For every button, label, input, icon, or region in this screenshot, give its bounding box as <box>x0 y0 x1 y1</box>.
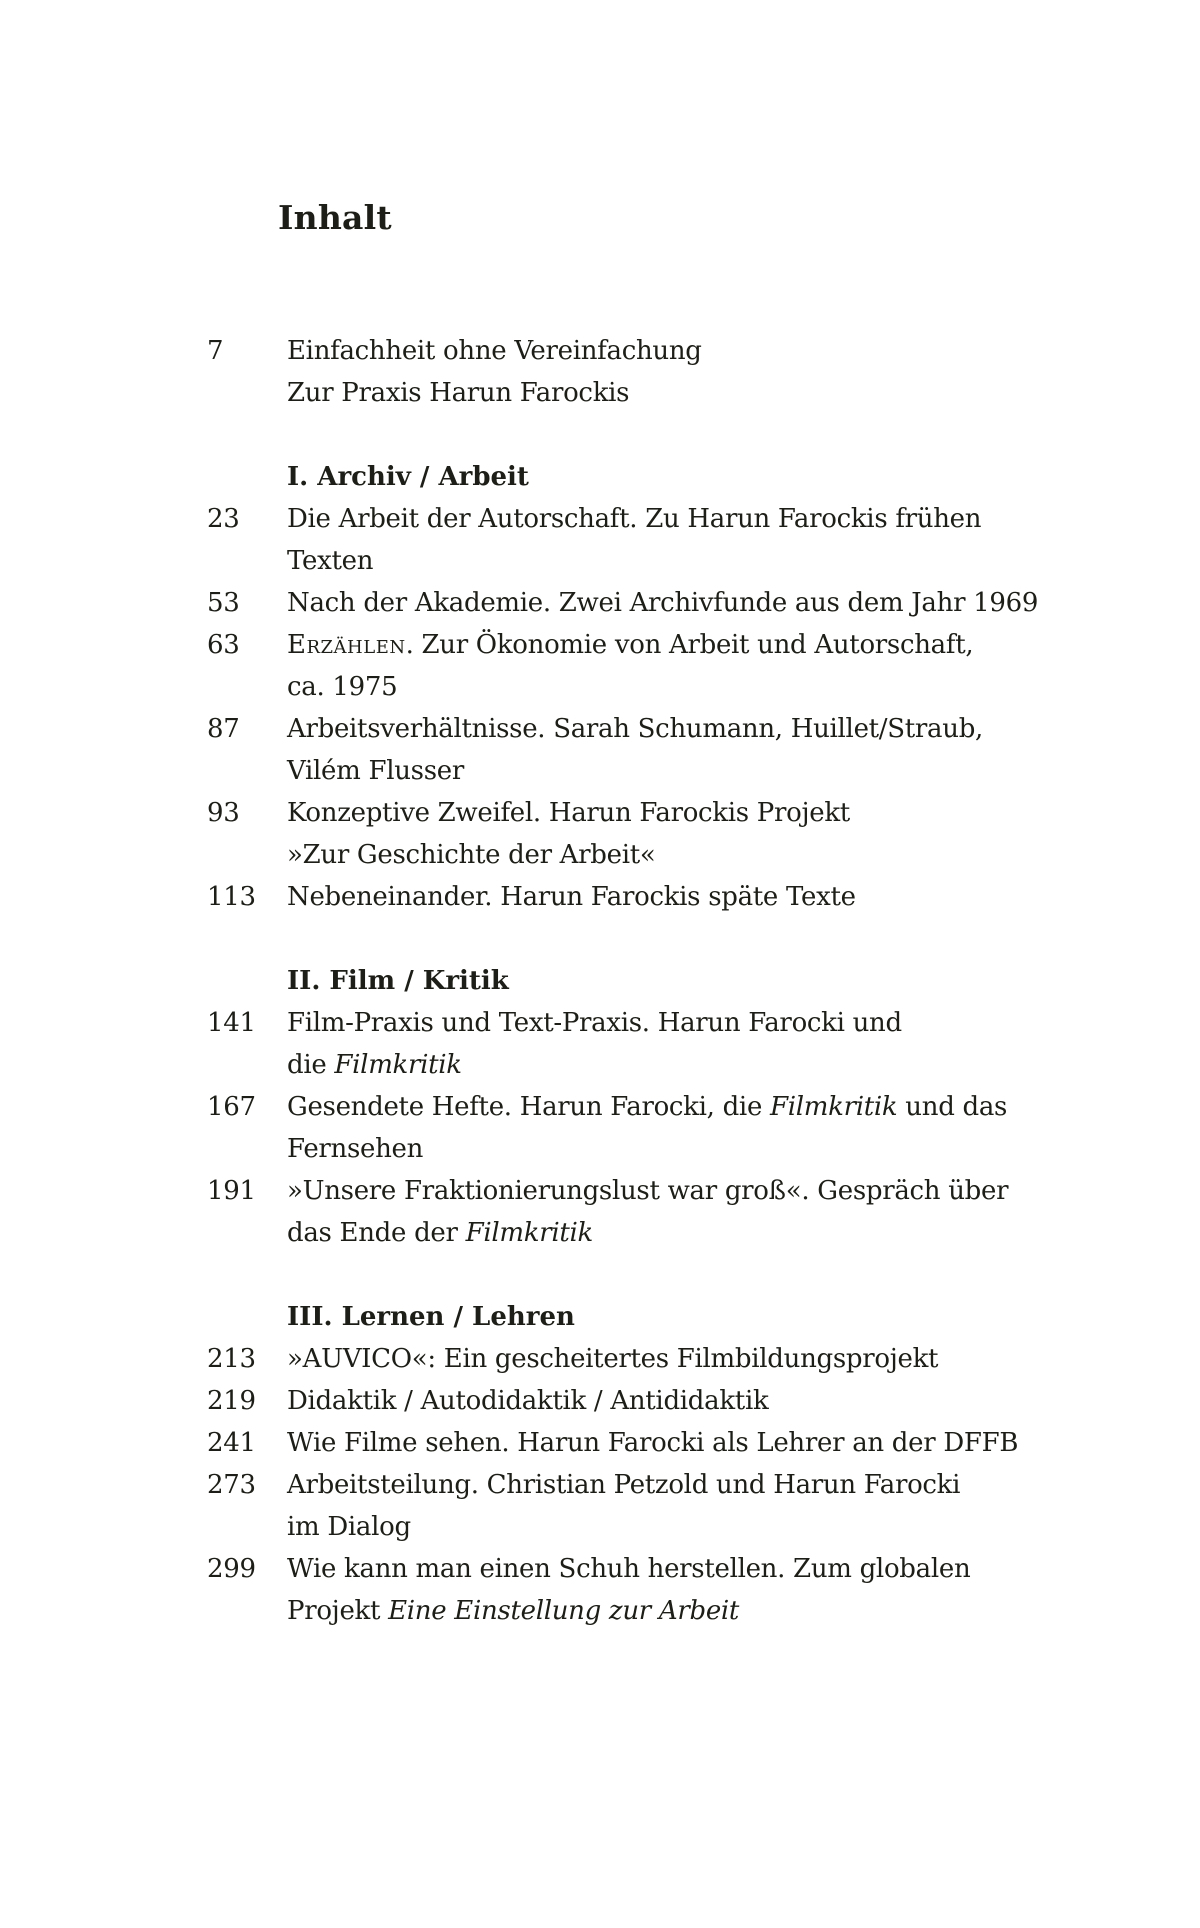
entry-title-line <box>287 1548 1107 1590</box>
text-segment: Arbeitsteilung. Christian Petzold und Harun Farocki <box>287 1470 961 1500</box>
entry-title <box>287 708 1107 792</box>
page-number: 7 <box>207 336 224 366</box>
page-number: 93 <box>207 798 240 828</box>
entry-title <box>287 624 1107 708</box>
section-heading: I. Archiv / Arbeit <box>287 462 529 492</box>
entry-title-line <box>287 666 1107 708</box>
entry-title-line <box>287 1128 1107 1170</box>
entry-title-line <box>287 624 1107 666</box>
entry-title-line <box>287 1212 1107 1254</box>
text-segment: Gesendete Hefte. Harun Farocki, die <box>287 1092 770 1122</box>
text-segment: Wie Filme sehen. Harun Farocki als Lehrer an der DFFB <box>287 1428 1019 1458</box>
entry-title-line <box>287 1380 1107 1422</box>
text-segment: Didaktik / Autodidaktik / Antididaktik <box>287 1386 769 1416</box>
table-of-contents <box>207 330 1107 1632</box>
text-segment: »Unsere Fraktionierungslust war groß«. Gespräch über <box>287 1176 1009 1206</box>
italic-text: Filmkritik <box>465 1218 593 1248</box>
page-number: 167 <box>207 1092 256 1122</box>
entry-title-line <box>287 750 1107 792</box>
text-segment: Arbeitsverhältnisse. Sarah Schumann, Huillet/Straub, <box>287 714 984 744</box>
toc-entry <box>207 624 1107 708</box>
entry-title-line <box>287 1464 1107 1506</box>
entry-title <box>287 876 1107 918</box>
toc-section <box>207 456 1107 918</box>
entry-title <box>287 1422 1107 1464</box>
entry-title <box>287 1002 1107 1086</box>
entry-title-line <box>287 1338 1107 1380</box>
entry-title <box>287 792 1107 876</box>
text-segment: Einfachheit ohne Vereinfachung <box>287 336 702 366</box>
text-segment: das Ende der <box>287 1218 466 1248</box>
entry-title-line <box>287 1590 1107 1632</box>
toc-entry <box>207 1002 1107 1086</box>
section-spacer <box>207 1254 1107 1296</box>
text-segment: Zur Praxis Harun Farockis <box>287 378 630 408</box>
text-segment: Die Arbeit der Autorschaft. Zu Harun Farockis frühen <box>287 504 982 534</box>
page-number: 113 <box>207 882 256 912</box>
entry-title <box>287 1086 1107 1170</box>
section-spacer <box>207 414 1107 456</box>
entry-title <box>287 1464 1107 1548</box>
text-segment: die <box>287 1050 335 1080</box>
toc-entry-intro <box>207 330 1107 414</box>
entry-title-line <box>287 1506 1107 1548</box>
entry-title <box>287 1380 1107 1422</box>
page-number: 53 <box>207 588 240 618</box>
toc-entry <box>207 792 1107 876</box>
text-segment: Texten <box>287 546 374 576</box>
entry-title-line <box>287 834 1107 876</box>
entry-title-line <box>287 330 1107 372</box>
text-segment: Vilém Flusser <box>287 756 464 786</box>
toc-entry <box>207 876 1107 918</box>
text-segment: Wie kann man einen Schuh herstellen. Zum globalen <box>287 1554 971 1584</box>
text-segment: »AUVICO«: Ein gescheitertes Filmbildungsprojekt <box>287 1344 939 1374</box>
text-segment: . Zur Ökonomie von Arbeit und Autorschaft, <box>405 630 974 660</box>
entry-title-line <box>287 498 1107 540</box>
entry-title-line <box>287 1002 1107 1044</box>
page-number: 23 <box>207 504 240 534</box>
toc-entry <box>207 582 1107 624</box>
entry-title <box>287 1170 1107 1254</box>
text-segment: Projekt <box>287 1596 389 1626</box>
italic-text: Filmkritik <box>334 1050 462 1080</box>
page-number: 219 <box>207 1386 256 1416</box>
text-segment: Konzeptive Zweifel. Harun Farockis Projekt <box>287 798 850 828</box>
text-segment: Nebeneinander. Harun Farockis späte Texte <box>287 882 856 912</box>
entry-title-line <box>287 708 1107 750</box>
entry-title <box>287 1548 1107 1632</box>
toc-section <box>207 1296 1107 1632</box>
section-heading: III. Lernen / Lehren <box>287 1302 575 1332</box>
toc-entry <box>207 1548 1107 1632</box>
page-title: Inhalt <box>278 198 392 237</box>
toc-entry <box>207 1170 1107 1254</box>
toc-entry <box>207 1422 1107 1464</box>
entry-title-line <box>287 582 1107 624</box>
page-number: 87 <box>207 714 240 744</box>
entry-title <box>287 498 1107 582</box>
page-number: 141 <box>207 1008 256 1038</box>
toc-entry <box>207 1464 1107 1548</box>
page-number: 241 <box>207 1428 256 1458</box>
entry-title-line <box>287 1422 1107 1464</box>
entry-title <box>287 582 1107 624</box>
entry-title-line <box>287 1170 1107 1212</box>
toc-entry <box>207 708 1107 792</box>
page-number: 191 <box>207 1176 256 1206</box>
italic-text: Filmkritik <box>770 1092 898 1122</box>
entry-title <box>287 1338 1107 1380</box>
text-segment: Film-Praxis und Text-Praxis. Harun Farocki und <box>287 1008 902 1038</box>
text-segment: und das <box>897 1092 1008 1122</box>
text-segment: »Zur Geschichte der Arbeit« <box>287 840 656 870</box>
entry-title <box>287 330 1107 414</box>
entry-title-line <box>287 1044 1107 1086</box>
section-heading: II. Film / Kritik <box>287 966 509 996</box>
small-caps-text: Erzählen <box>287 630 406 660</box>
entry-title-line <box>287 792 1107 834</box>
page-number: 273 <box>207 1470 256 1500</box>
text-segment: Nach der Akademie. Zwei Archivfunde aus dem Jahr 1969 <box>287 588 1039 618</box>
toc-entry <box>207 498 1107 582</box>
entry-title-line <box>287 876 1107 918</box>
toc-entry <box>207 1086 1107 1170</box>
page-number: 299 <box>207 1554 256 1584</box>
section-spacer <box>207 918 1107 960</box>
entry-title-line <box>287 540 1107 582</box>
toc-entry <box>207 1380 1107 1422</box>
entry-title-line <box>287 372 1107 414</box>
toc-section <box>207 960 1107 1254</box>
text-segment: im Dialog <box>287 1512 411 1542</box>
page-number: 63 <box>207 630 240 660</box>
italic-text: Eine Einstellung zur Arbeit <box>388 1596 740 1626</box>
text-segment: ca. 1975 <box>287 672 398 702</box>
toc-entry <box>207 1338 1107 1380</box>
page-number: 213 <box>207 1344 256 1374</box>
text-segment: Fernsehen <box>287 1134 424 1164</box>
entry-title-line <box>287 1086 1107 1128</box>
